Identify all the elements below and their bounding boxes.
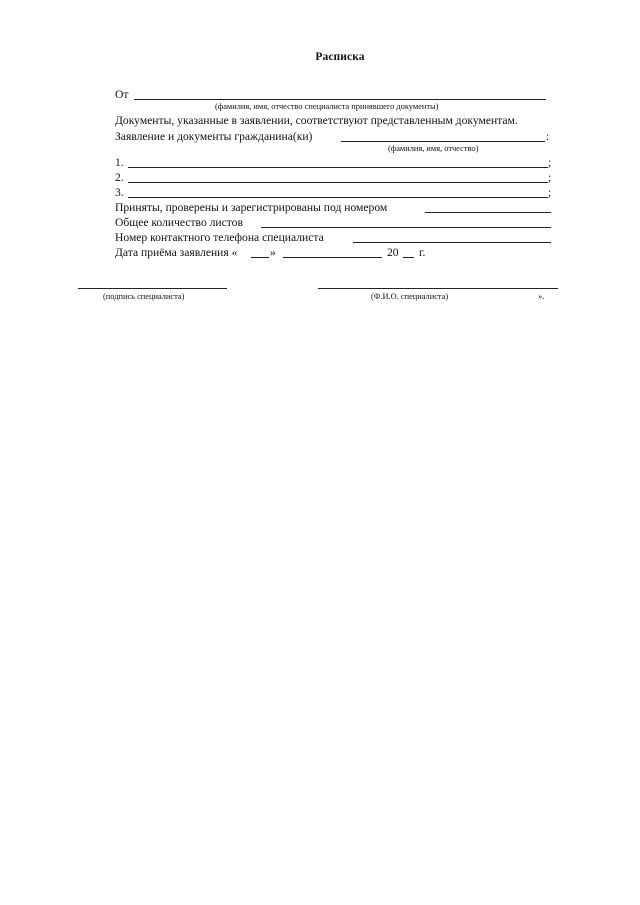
applicant-caption: (фамилия, имя, отчество)	[388, 144, 479, 153]
signature-caption: (подпись специалиста)	[103, 292, 185, 301]
registration-number-field[interactable]	[425, 212, 551, 213]
date-year-suffix: г.	[419, 246, 426, 259]
phone-field[interactable]	[353, 242, 551, 243]
fio-field[interactable]	[318, 288, 558, 289]
phone-label: Номер контактного телефона специалиста	[115, 231, 324, 244]
applicant-name-field[interactable]	[341, 141, 545, 142]
date-day-field[interactable]	[251, 257, 269, 258]
registered-label: Приняты, проверены и зарегистрированы под номером	[115, 201, 388, 214]
from-label: От	[115, 88, 129, 101]
from-caption: (фамилия, имя, отчество специалиста принявшего документы)	[215, 102, 439, 111]
applicant-label: Заявление и документы гражданина(ки)	[115, 130, 313, 143]
date-month-field[interactable]	[283, 257, 382, 258]
item-1-field[interactable]	[128, 167, 548, 168]
applicant-colon: :	[546, 130, 550, 143]
item-number: 3.	[115, 186, 124, 199]
item-end: ;	[548, 186, 552, 199]
document-title: Расписка	[315, 51, 365, 63]
fio-caption: (Ф.И.О. специалиста)	[371, 292, 449, 301]
sheets-count-field[interactable]	[261, 227, 551, 228]
fio-end: ».	[538, 292, 545, 301]
signature-field[interactable]	[78, 288, 227, 289]
item-3-field[interactable]	[128, 197, 548, 198]
item-end: ;	[548, 171, 552, 184]
from-name-field[interactable]	[134, 99, 546, 100]
sheets-label: Общее количество листов	[115, 216, 243, 229]
date-year-prefix: 20	[387, 246, 399, 259]
item-number: 2.	[115, 171, 124, 184]
statement-text: Документы, указанные в заявлении, соответствуют представленным документам.	[115, 114, 518, 127]
date-year-field[interactable]	[403, 257, 414, 258]
item-number: 1.	[115, 156, 124, 169]
date-label: Дата приёма заявления «	[115, 246, 238, 259]
item-2-field[interactable]	[128, 182, 548, 183]
item-end: ;	[548, 156, 552, 169]
date-close-quote: »	[270, 246, 276, 259]
